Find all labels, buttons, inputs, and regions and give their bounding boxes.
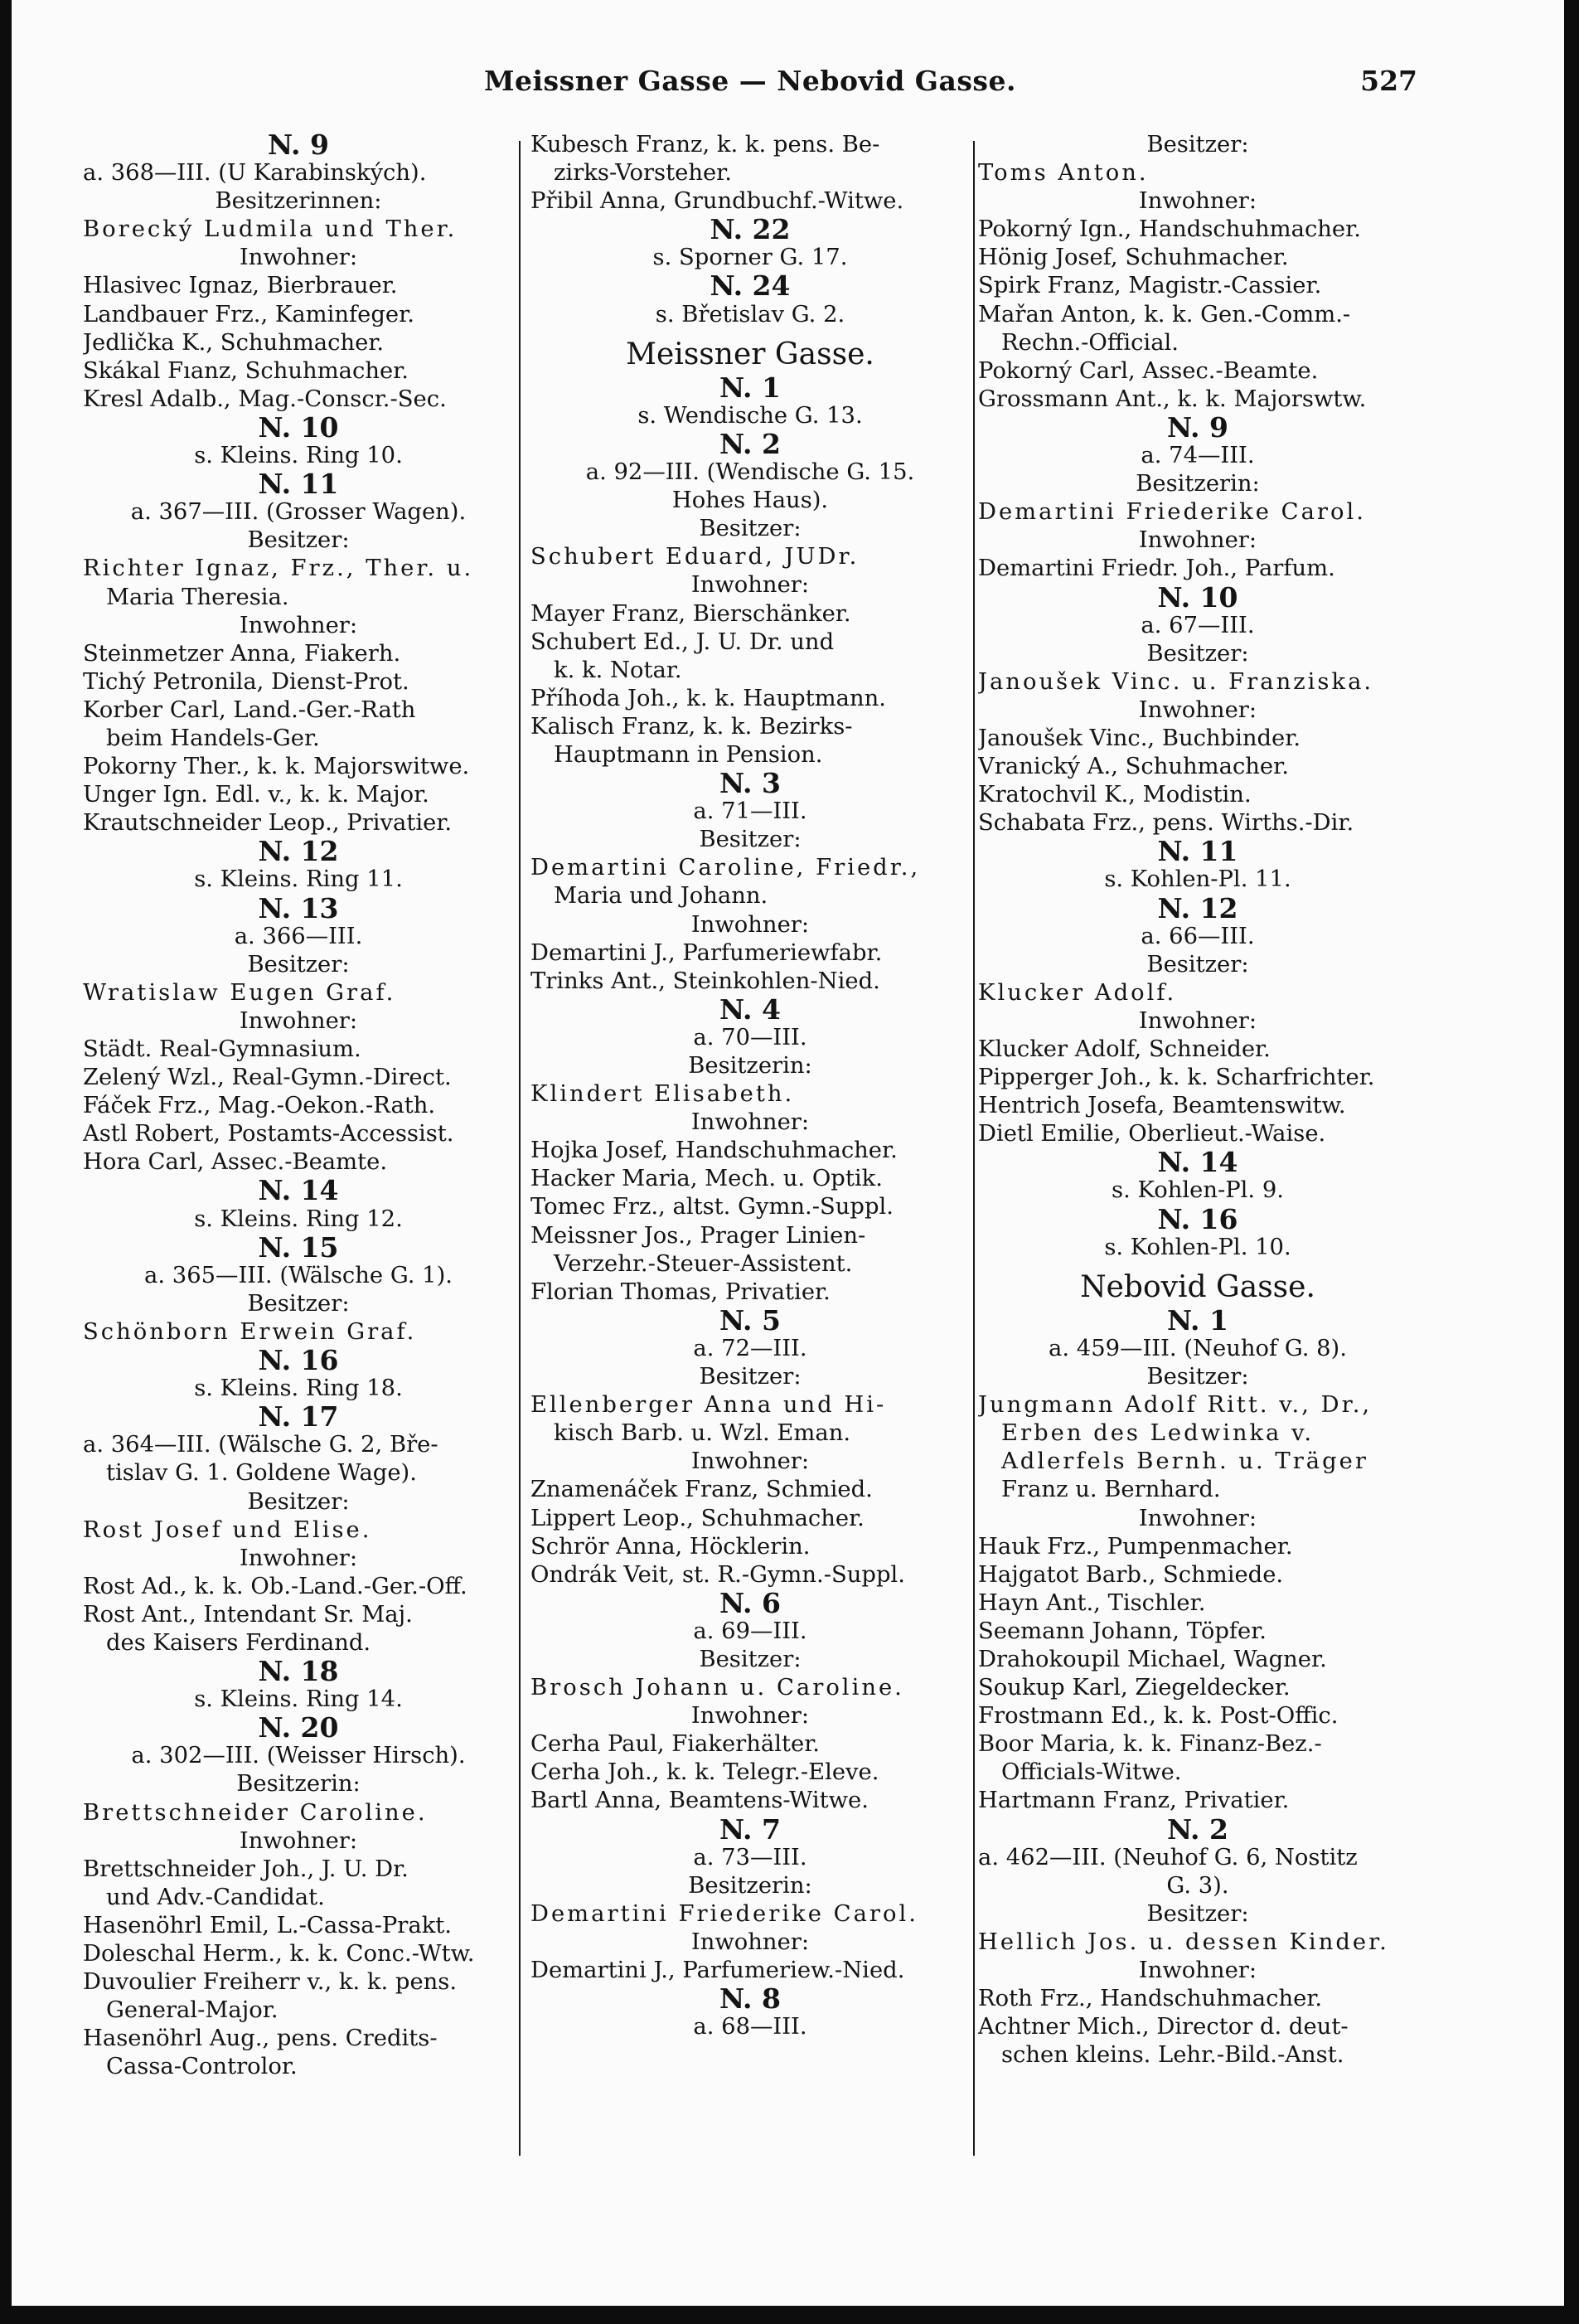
entry-line: Bartl Anna, Beamtens-Witwe.	[530, 1788, 869, 1814]
centered-line: Inwohner:	[239, 612, 358, 638]
entry-line: Spirk Franz, Magistr.-Cassier.	[978, 273, 1322, 299]
entry-line: Hojka Josef, Handschuhmacher.	[530, 1138, 898, 1164]
entry-line: Hayn Ant., Tischler.	[978, 1589, 1206, 1616]
entry-line: Hönig Josef, Schuhmacher.	[978, 245, 1289, 271]
centered-line: Besitzer:	[1146, 1364, 1249, 1390]
centered-line: Hohes Haus).	[671, 488, 829, 514]
centered-line: a. 366—III.	[234, 923, 363, 949]
entry-line: Demartini J., Parfumeriewfabr.	[530, 939, 883, 966]
centered-line: a. 70—III.	[693, 1024, 807, 1050]
centered-line: Besitzer:	[699, 827, 802, 853]
continuation-line: kisch Barb. u. Wzl. Eman.	[554, 1420, 851, 1447]
centered-line: Inwohner:	[690, 1703, 810, 1730]
centered-line: Besitzer:	[247, 1488, 350, 1515]
centered-line: Inwohner:	[1138, 1007, 1257, 1034]
running-title: Meissner Gasse — Nebovid Gasse.	[483, 65, 1016, 97]
entry-line: Znamenáček Franz, Schmied.	[530, 1477, 873, 1503]
centered-line: Inwohner:	[690, 1929, 810, 1955]
entry-line: Hacker Maria, Mech. u. Optik.	[530, 1166, 883, 1192]
house-number: N. 14	[1157, 1148, 1238, 1177]
entry-line: Demartini J., Parfumeriew.-Nied.	[530, 1958, 905, 1983]
centered-line: Besitzer:	[247, 527, 350, 554]
entry-line: Pokorný Ign., Handschuhmacher.	[978, 216, 1361, 243]
entry-line: Schubert Ed., J. U. Dr. und	[530, 628, 835, 655]
entry-line: Zelený Wzl., Real-Gymn.-Direct.	[83, 1065, 452, 1091]
centered-line: s. Kohlen-Pl. 11.	[1104, 866, 1291, 893]
entry-line: Cerha Paul, Fiakerhälter.	[530, 1731, 821, 1758]
centered-line: a. 67—III.	[1141, 612, 1255, 638]
owner-line: Adlerfels Bernh. u. Träger	[1001, 1448, 1368, 1475]
centered-line: Besitzer:	[247, 1290, 350, 1317]
continuation-line: tislav G. 1. Goldene Wage).	[106, 1460, 417, 1487]
centered-line: a. 92—III. (Wendische G. 15.	[585, 459, 915, 486]
continuation-line: k. k. Notar.	[554, 657, 682, 683]
entry-line: Unger Ign. Edl. v., k. k. Major.	[83, 782, 429, 808]
entry-line: Hentrich Josefa, Beamtenswitw.	[978, 1093, 1346, 1119]
street-heading: Nebovid Gasse.	[1080, 1273, 1315, 1302]
house-number: N. 12	[1157, 894, 1238, 923]
entry-line: Rost Ant., Intendant Sr. Maj.	[83, 1601, 413, 1628]
continuation-line: Cassa-Controlor.	[106, 2054, 298, 2080]
continuation-line: Verzehr.-Steuer-Assistent.	[554, 1250, 853, 1277]
house-number: N. 16	[1157, 1205, 1238, 1234]
centered-line: Inwohner:	[1138, 1958, 1257, 1983]
entry-line: Roth Frz., Handschuhmacher.	[978, 1986, 1323, 2012]
entry-line: Meissner Jos., Prager Linien-	[530, 1222, 866, 1249]
continuation-line: Franz u. Bernhard.	[1001, 1477, 1221, 1503]
centered-line: a. 66—III.	[1141, 923, 1255, 949]
entry-line: Krautschneider Leop., Privatier.	[83, 810, 453, 837]
entry-line: Tichý Petronila, Dienst-Prot.	[83, 668, 409, 695]
house-number: N. 13	[258, 894, 339, 923]
entry-line: Příhoda Joh., k. k. Hauptmann.	[530, 685, 886, 711]
scan-edge-bottom	[0, 2306, 1579, 2324]
centered-line: s. Kleins. Ring 11.	[194, 866, 403, 893]
entry-line: Ondrák Veit, st. R.-Gymn.-Suppl.	[530, 1561, 905, 1588]
entry-line: Přibil Anna, Grundbuchf.-Witwe.	[530, 188, 904, 215]
centered-line: Besitzer:	[699, 1646, 802, 1672]
house-number: N. 11	[258, 470, 339, 499]
centered-line: a. 73—III.	[693, 1844, 807, 1870]
centered-line: Inwohner:	[690, 911, 810, 938]
entry-line: Soukup Karl, Ziegeldecker.	[978, 1675, 1291, 1701]
centered-line: Besitzerin:	[688, 1872, 812, 1899]
entry-line: Pipperger Joh., k. k. Scharfrichter.	[978, 1065, 1375, 1091]
house-number: N. 14	[258, 1177, 339, 1206]
entry-line: Achtner Mich., Director d. deut-	[978, 2014, 1349, 2040]
house-number: N. 17	[258, 1403, 339, 1432]
continuation-line: Officials-Witwe.	[1001, 1759, 1182, 1786]
entry-line: a. 462—III. (Neuhof G. 6, Nostitz	[978, 1844, 1358, 1870]
entry-line: Seemann Johann, Töpfer.	[978, 1618, 1267, 1644]
centered-line: Besitzer:	[699, 516, 802, 542]
owner-line: Janoušek Vinc. u. Franziska.	[978, 668, 1374, 695]
column-rule-2	[973, 141, 975, 2156]
house-number: N. 9	[1167, 413, 1228, 443]
centered-line: s. Wendische G. 13.	[637, 402, 863, 429]
centered-line: a. 365—III. (Wälsche G. 1).	[144, 1262, 453, 1288]
entry-line: Hasenöhrl Aug., pens. Credits-	[83, 2026, 438, 2052]
entry-line: Hlasivec Ignaz, Bierbrauer.	[83, 273, 398, 299]
centered-line: s. Kleins. Ring 18.	[194, 1375, 403, 1402]
owner-line: Klucker Adolf.	[978, 979, 1177, 1006]
owner-line: Richter Ignaz, Frz., Ther. u.	[83, 556, 474, 582]
centered-line: s. Břetislav G. 2.	[655, 301, 845, 327]
house-number: N. 4	[719, 995, 781, 1024]
scan-edge-right	[1564, 0, 1579, 2324]
continuation-line: General-Major.	[106, 1997, 279, 2024]
house-number: N. 1	[719, 373, 781, 402]
house-number: N. 24	[710, 272, 791, 301]
entry-line: Hauk Frz., Pumpenmacher.	[978, 1533, 1293, 1560]
centered-line: a. 74—III.	[1141, 443, 1255, 469]
entry-line: Mařan Anton, k. k. Gen.-Comm.-	[978, 301, 1351, 327]
entry-line: Kalisch Franz, k. k. Bezirks-	[530, 713, 853, 740]
centered-line: Besitzerin:	[236, 1771, 361, 1798]
centered-line: a. 68—III.	[693, 2014, 807, 2040]
entry-line: Lippert Leop., Schuhmacher.	[530, 1505, 865, 1531]
entry-line: Landbauer Frz., Kaminfeger.	[83, 301, 414, 327]
centered-line: a. 459—III. (Neuhof G. 8).	[1049, 1335, 1347, 1361]
entry-line: Schrör Anna, Höcklerin.	[530, 1533, 811, 1560]
house-number: N. 2	[719, 429, 781, 459]
centered-line: Inwohner:	[690, 1448, 810, 1475]
entry-line: Skákal Fıanz, Schuhmacher.	[83, 357, 409, 384]
entry-line: Boor Maria, k. k. Finanz-Bez.-	[978, 1731, 1322, 1758]
centered-line: s. Kleins. Ring 14.	[194, 1686, 403, 1713]
owner-line: Borecký Ludmila und Ther.	[83, 216, 458, 243]
owner-line: Demartini Friederike Carol.	[530, 1900, 918, 1927]
entry-line: Drahokoupil Michael, Wagner.	[978, 1646, 1327, 1672]
centered-line: Inwohner:	[1138, 188, 1257, 215]
owner-line: Klindert Elisabeth.	[530, 1081, 795, 1108]
house-number: N. 10	[1157, 583, 1238, 612]
entry-line: Dietl Emilie, Oberlieut.-Waise.	[978, 1121, 1326, 1147]
house-number: N. 8	[719, 1985, 781, 2014]
centered-line: a. 367—III. (Grosser Wagen).	[130, 499, 467, 526]
entry-line: Pokorný Carl, Assec.-Beamte.	[978, 357, 1319, 384]
centered-line: Inwohner:	[1138, 527, 1257, 554]
house-number: N. 9	[268, 131, 329, 160]
continuation-line: Rechn.-Official.	[1001, 329, 1179, 356]
entry-line: Astl Robert, Postamts-Accessist.	[83, 1121, 454, 1147]
entry-line: Hajgatot Barb., Schmiede.	[978, 1561, 1284, 1588]
entry-line: Vranický A., Schuhmacher.	[978, 754, 1289, 780]
scan-edge-left	[0, 0, 12, 2324]
entry-line: Fáček Frz., Mag.-Oekon.-Rath.	[83, 1093, 436, 1119]
entry-line: Schabata Frz., pens. Wirths.-Dir.	[978, 810, 1354, 837]
owner-line: Erben des Ledwinka v.	[1001, 1420, 1315, 1447]
house-number: N. 1	[1167, 1306, 1228, 1335]
owner-line: Brettschneider Caroline.	[83, 1799, 428, 1826]
owner-line: Schönborn Erwein Graf.	[83, 1318, 417, 1345]
owner-line: Jungmann Adolf Ritt. v., Dr.,	[978, 1392, 1373, 1419]
entry-line: Kubesch Franz, k. k. pens. Be-	[530, 132, 880, 158]
entry-line: Demartini Friedr. Joh., Parfum.	[978, 556, 1335, 582]
entry-line: Rost Ad., k. k. Ob.-Land.-Ger.-Off.	[83, 1573, 467, 1599]
centered-line: Besitzer:	[699, 1364, 802, 1390]
house-number: N. 15	[258, 1233, 339, 1262]
continuation-line: des Kaisers Ferdinand.	[106, 1629, 371, 1656]
entry-line: Jedlička K., Schuhmacher.	[83, 329, 385, 356]
entry-line: Cerha Joh., k. k. Telegr.-Eleve.	[530, 1759, 879, 1786]
entry-line: Korber Carl, Land.-Ger.-Rath	[83, 696, 416, 723]
entry-line: a. 364—III. (Wälsche G. 2, Bře-	[83, 1432, 438, 1458]
centered-line: s. Kohlen-Pl. 9.	[1112, 1177, 1284, 1204]
centered-line: Inwohner:	[239, 1827, 358, 1854]
continuation-line: Maria und Johann.	[554, 883, 768, 910]
owner-line: Demartini Caroline, Friedr.,	[530, 855, 921, 881]
centered-line: G. 3).	[1166, 1872, 1229, 1899]
centered-line: Inwohner:	[690, 1109, 810, 1136]
centered-line: Besitzer:	[1146, 132, 1249, 158]
entry-line: Duvoulier Freiherr v., k. k. pens.	[83, 1969, 458, 1996]
house-number: N. 7	[719, 1815, 781, 1844]
entry-line: Hasenöhrl Emil, L.-Cassa-Prakt.	[83, 1912, 453, 1938]
entry-line: Florian Thomas, Privatier.	[530, 1278, 831, 1305]
owner-line: Wratislaw Eugen Graf.	[83, 979, 396, 1006]
centered-line: Inwohner:	[690, 572, 810, 599]
centered-line: a. 72—III.	[693, 1335, 807, 1361]
house-number: N. 6	[719, 1589, 781, 1618]
centered-line: Besitzer:	[247, 951, 350, 978]
house-number: N. 18	[258, 1657, 339, 1686]
centered-line: Besitzer:	[1146, 640, 1249, 667]
centered-line: Besitzer:	[1146, 951, 1249, 978]
owner-line: Demartini Friederike Carol.	[978, 499, 1366, 526]
house-number: N. 5	[719, 1306, 781, 1335]
entry-line: Doleschal Herm., k. k. Conc.-Wtw.	[83, 1941, 475, 1967]
centered-line: Inwohner:	[1138, 696, 1257, 723]
entry-line: Steinmetzer Anna, Fiakerh.	[83, 640, 401, 667]
street-heading: Meissner Gasse.	[626, 340, 874, 369]
centered-line: a. 69—III.	[693, 1618, 807, 1644]
centered-line: s. Kleins. Ring 10.	[194, 443, 403, 469]
owner-line: Ellenberger Anna und Hi-	[530, 1392, 887, 1419]
column-rule-1	[519, 141, 521, 2156]
centered-line: a. 71—III.	[693, 798, 807, 825]
centered-line: s. Sporner G. 17.	[652, 245, 848, 271]
entry-line: Grossmann Ant., k. k. Majorswtw.	[978, 386, 1367, 412]
house-number: N. 11	[1157, 837, 1238, 866]
entry-line: Kratochvil K., Modistin.	[978, 782, 1252, 808]
centered-line: s. Kleins. Ring 12.	[194, 1206, 403, 1232]
continuation-line: zirks-Vorsteher.	[554, 160, 732, 187]
house-number: N. 2	[1167, 1815, 1228, 1844]
entry-line: Janoušek Vinc., Buchbinder.	[978, 725, 1301, 751]
centered-line: s. Kohlen-Pl. 10.	[1104, 1234, 1291, 1260]
entry-line: Trinks Ant., Steinkohlen-Nied.	[530, 968, 880, 994]
owner-line: Hellich Jos. u. dessen Kinder.	[978, 1929, 1389, 1955]
continuation-line: Hauptmann in Pension.	[554, 741, 823, 768]
centered-line: Besitzerin:	[688, 1053, 812, 1079]
entry-line: Städt. Real-Gymnasium.	[83, 1036, 361, 1062]
page-header	[83, 58, 1417, 108]
centered-line: Besitzerin:	[1136, 471, 1260, 497]
entry-line: Hartmann Franz, Privatier.	[978, 1788, 1290, 1814]
column-2	[530, 131, 970, 2270]
house-number: N. 22	[710, 216, 791, 245]
centered-line: Besitzer:	[1146, 1900, 1249, 1927]
continuation-line: und Adv.-Candidat.	[106, 1884, 325, 1910]
entry-line: Kresl Adalb., Mag.-Conscr.-Sec.	[83, 386, 447, 412]
entry-line: Brettschneider Joh., J. U. Dr.	[83, 1856, 409, 1882]
entry-line: Pokorny Ther., k. k. Majorswitwe.	[83, 754, 470, 780]
owner-line: Schubert Eduard, JUDr.	[530, 544, 860, 570]
house-number: N. 20	[258, 1714, 339, 1743]
continuation-line: schen kleins. Lehr.-Bild.-Anst.	[1001, 2042, 1344, 2069]
owner-line: Toms Anton.	[978, 160, 1149, 187]
page-number: 527	[1360, 65, 1417, 97]
owner-line: Rost Josef und Elise.	[83, 1516, 372, 1543]
house-number: N. 10	[258, 413, 339, 443]
house-number: N. 16	[258, 1346, 339, 1375]
entry-line: Klucker Adolf, Schneider.	[978, 1036, 1271, 1062]
entry-line: a. 368—III. (U Karabinských).	[83, 160, 427, 187]
entry-line: Frostmann Ed., k. k. Post-Offic.	[978, 1703, 1339, 1730]
column-1	[83, 131, 514, 2270]
centered-line: Inwohner:	[239, 1545, 358, 1571]
centered-line: Inwohner:	[1138, 1505, 1257, 1531]
centered-line: Inwohner:	[239, 245, 358, 271]
centered-line: Besitzerinnen:	[215, 188, 382, 215]
centered-line: Inwohner:	[239, 1007, 358, 1034]
entry-line: Mayer Franz, Bierschänker.	[530, 600, 851, 627]
continuation-line: Maria Theresia.	[106, 584, 289, 610]
entry-line: Hora Carl, Assec.-Beamte.	[83, 1149, 388, 1176]
house-number: N. 12	[258, 837, 339, 866]
continuation-line: beim Handels-Ger.	[106, 725, 320, 751]
entry-line: Tomec Frz., altst. Gymn.-Suppl.	[530, 1194, 894, 1220]
centered-line: a. 302—III. (Weisser Hirsch).	[131, 1743, 466, 1769]
column-3	[978, 131, 1417, 2270]
house-number: N. 3	[719, 769, 781, 798]
owner-line: Brosch Johann u. Caroline.	[530, 1675, 904, 1701]
